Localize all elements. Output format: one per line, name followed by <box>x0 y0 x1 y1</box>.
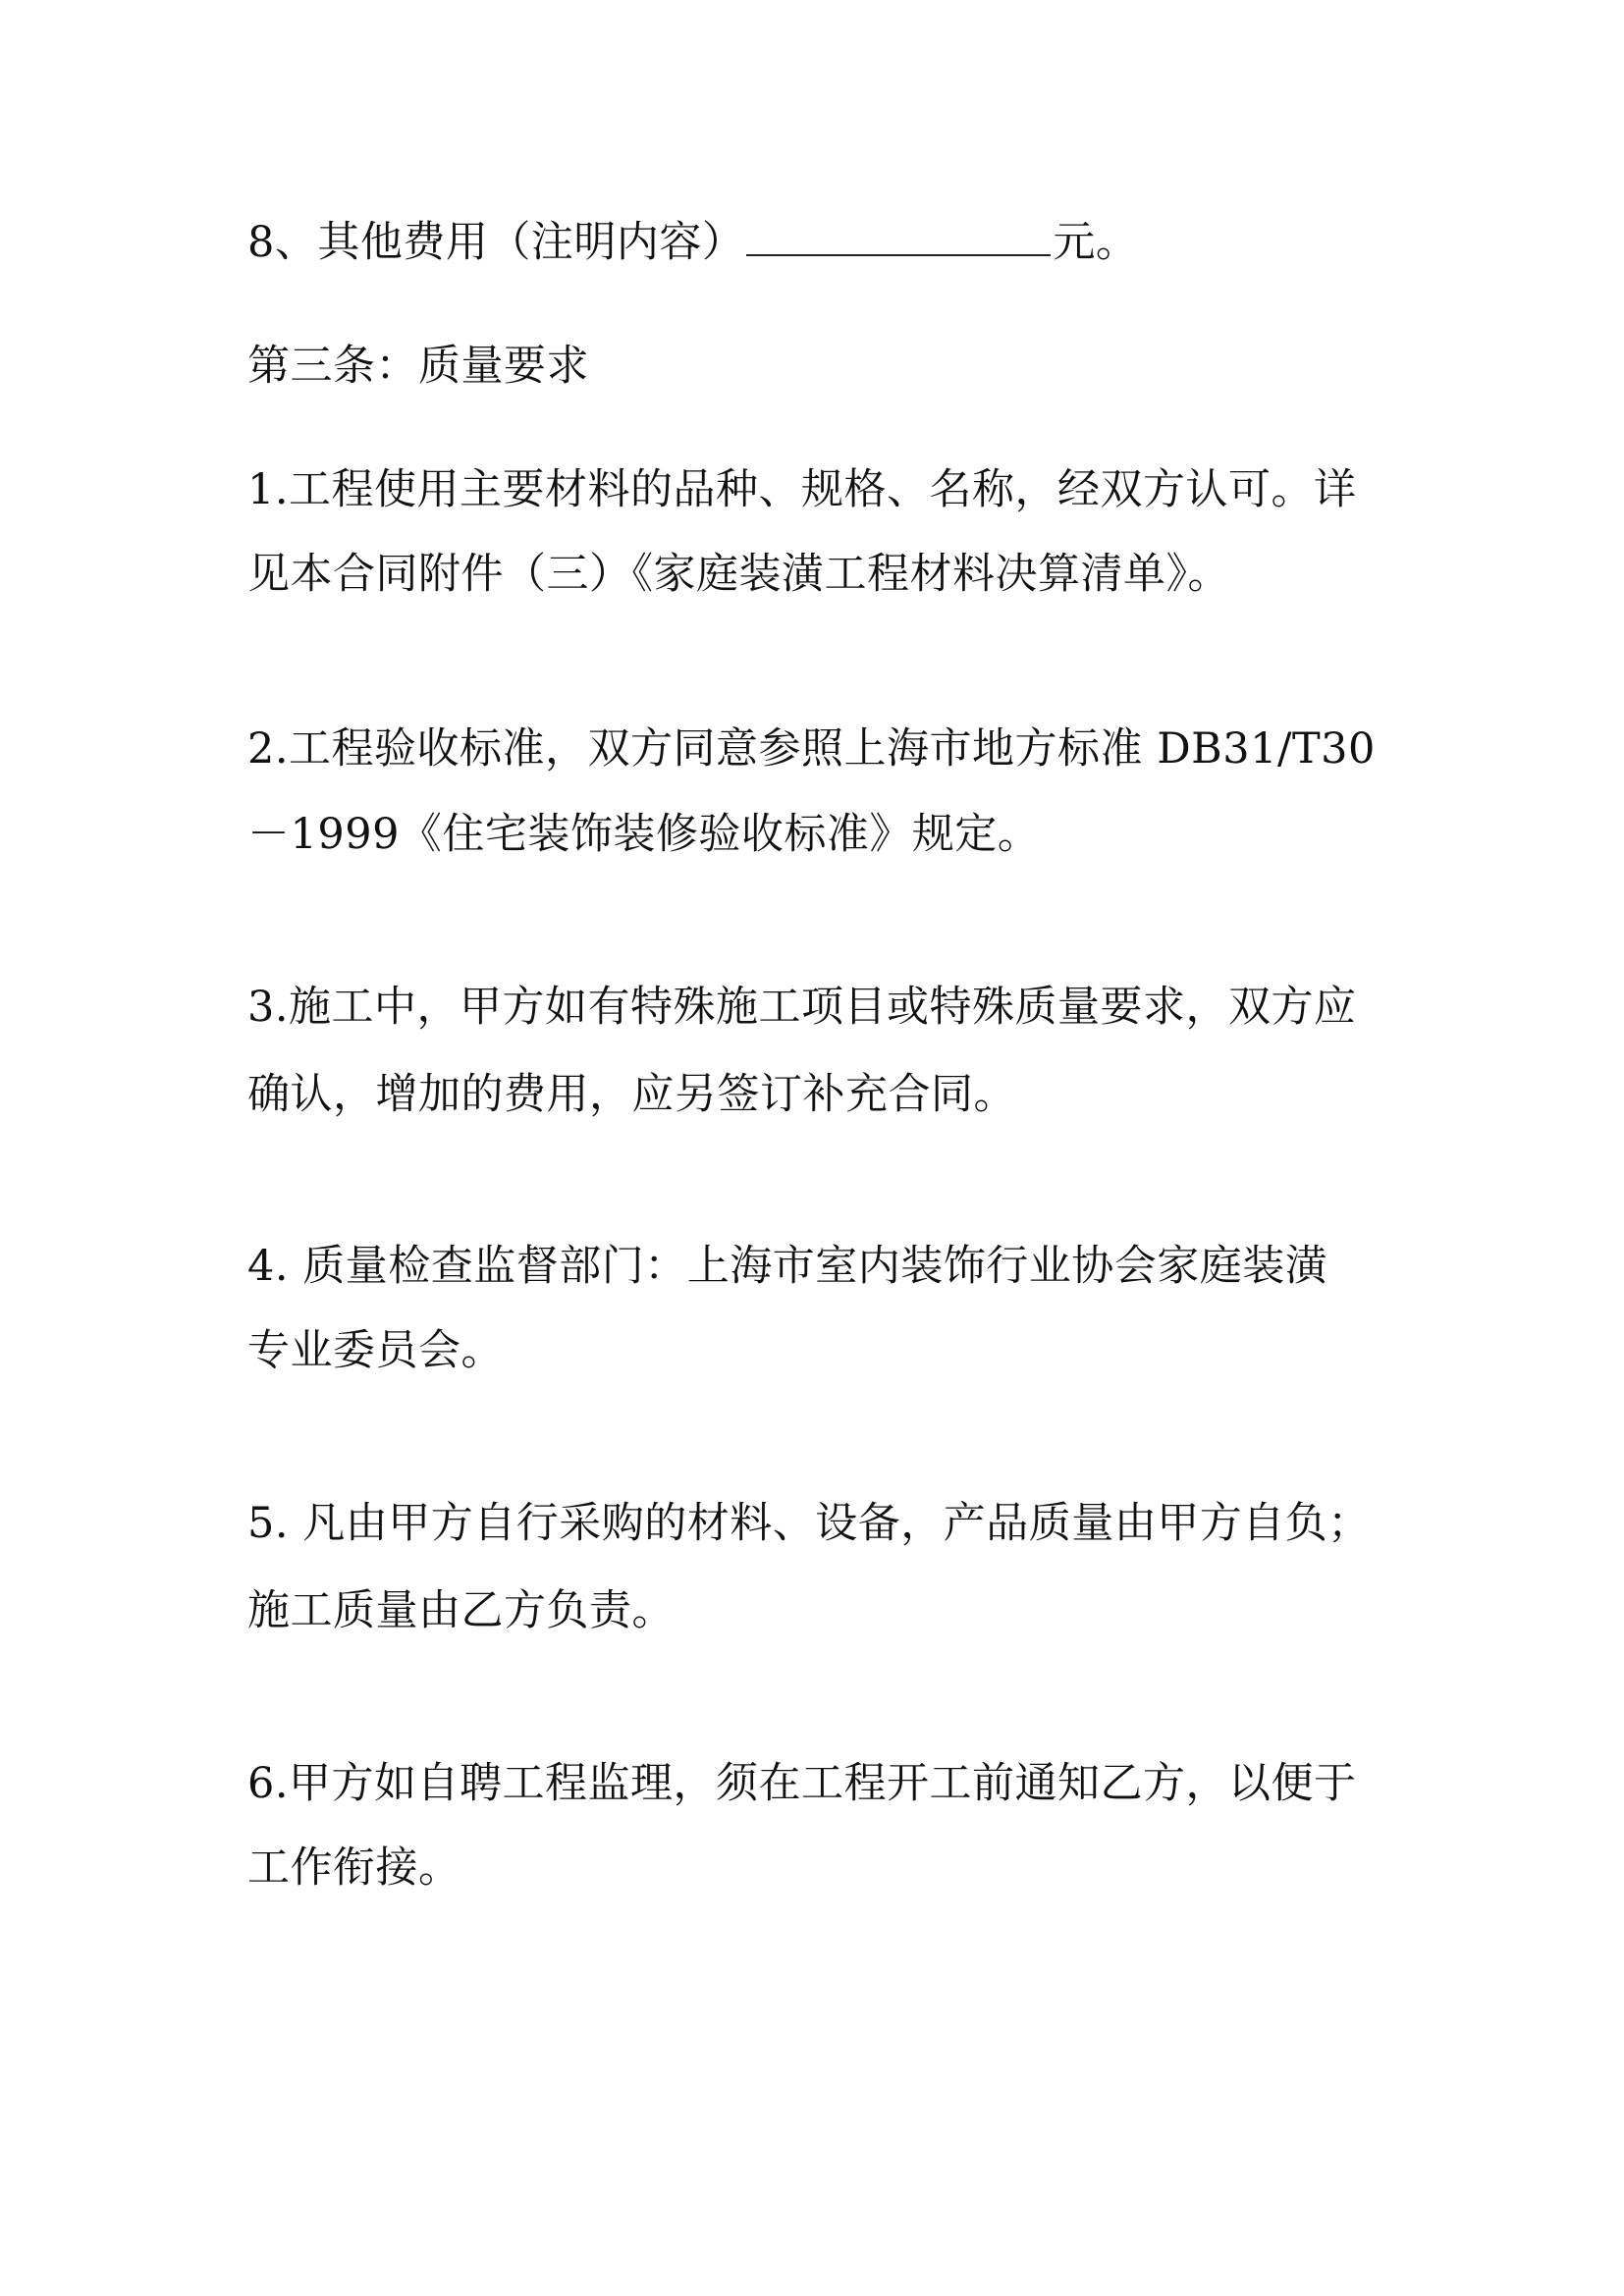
clause-4-line-1: 4. 质量检查监督部门：上海市室内装饰行业协会家庭装潢 <box>247 1242 1328 1291</box>
item-8-line <box>247 213 1138 272</box>
blank-fill-line <box>746 221 1051 256</box>
item-8-text: 8、其他费用（注明内容） <box>247 218 745 267</box>
clause-1-line-2: 见本合同附件（三）《家庭装潢工程材料决算清单》。 <box>247 550 1230 599</box>
clause-3-line-1: 3.施工中，甲方如有特殊施工项目或特殊质量要求，双方应 <box>247 983 1357 1032</box>
item-8-unit: 元。 <box>1053 218 1139 267</box>
clause-3-line-2: 确认，增加的费用，应另签订补充合同。 <box>247 1070 1016 1119</box>
clause-5-line-1: 5. 凡由甲方自行采购的材料、设备，产品质量由甲方自负； <box>247 1499 1371 1548</box>
clause-4-line-2: 专业委员会。 <box>247 1326 504 1375</box>
clause-6-line-2: 工作衔接。 <box>247 1843 461 1893</box>
clause-2-line-2: －1999《住宅装饰装修验收标准》规定。 <box>247 810 1041 859</box>
clause-5-line-2: 施工质量由乙方负责。 <box>247 1586 675 1635</box>
section-heading: 第三条：质量要求 <box>247 342 589 391</box>
clause-2-line-1: 2.工程验收标准，双方同意参照上海市地方标准 DB31/T30 <box>247 724 1376 774</box>
clause-1-line-1: 1.工程使用主要材料的品种、规格、名称，经双方认可。详 <box>247 465 1357 514</box>
clause-6-line-1: 6.甲方如自聘工程监理，须在工程开工前通知乙方，以便于 <box>247 1759 1357 1808</box>
